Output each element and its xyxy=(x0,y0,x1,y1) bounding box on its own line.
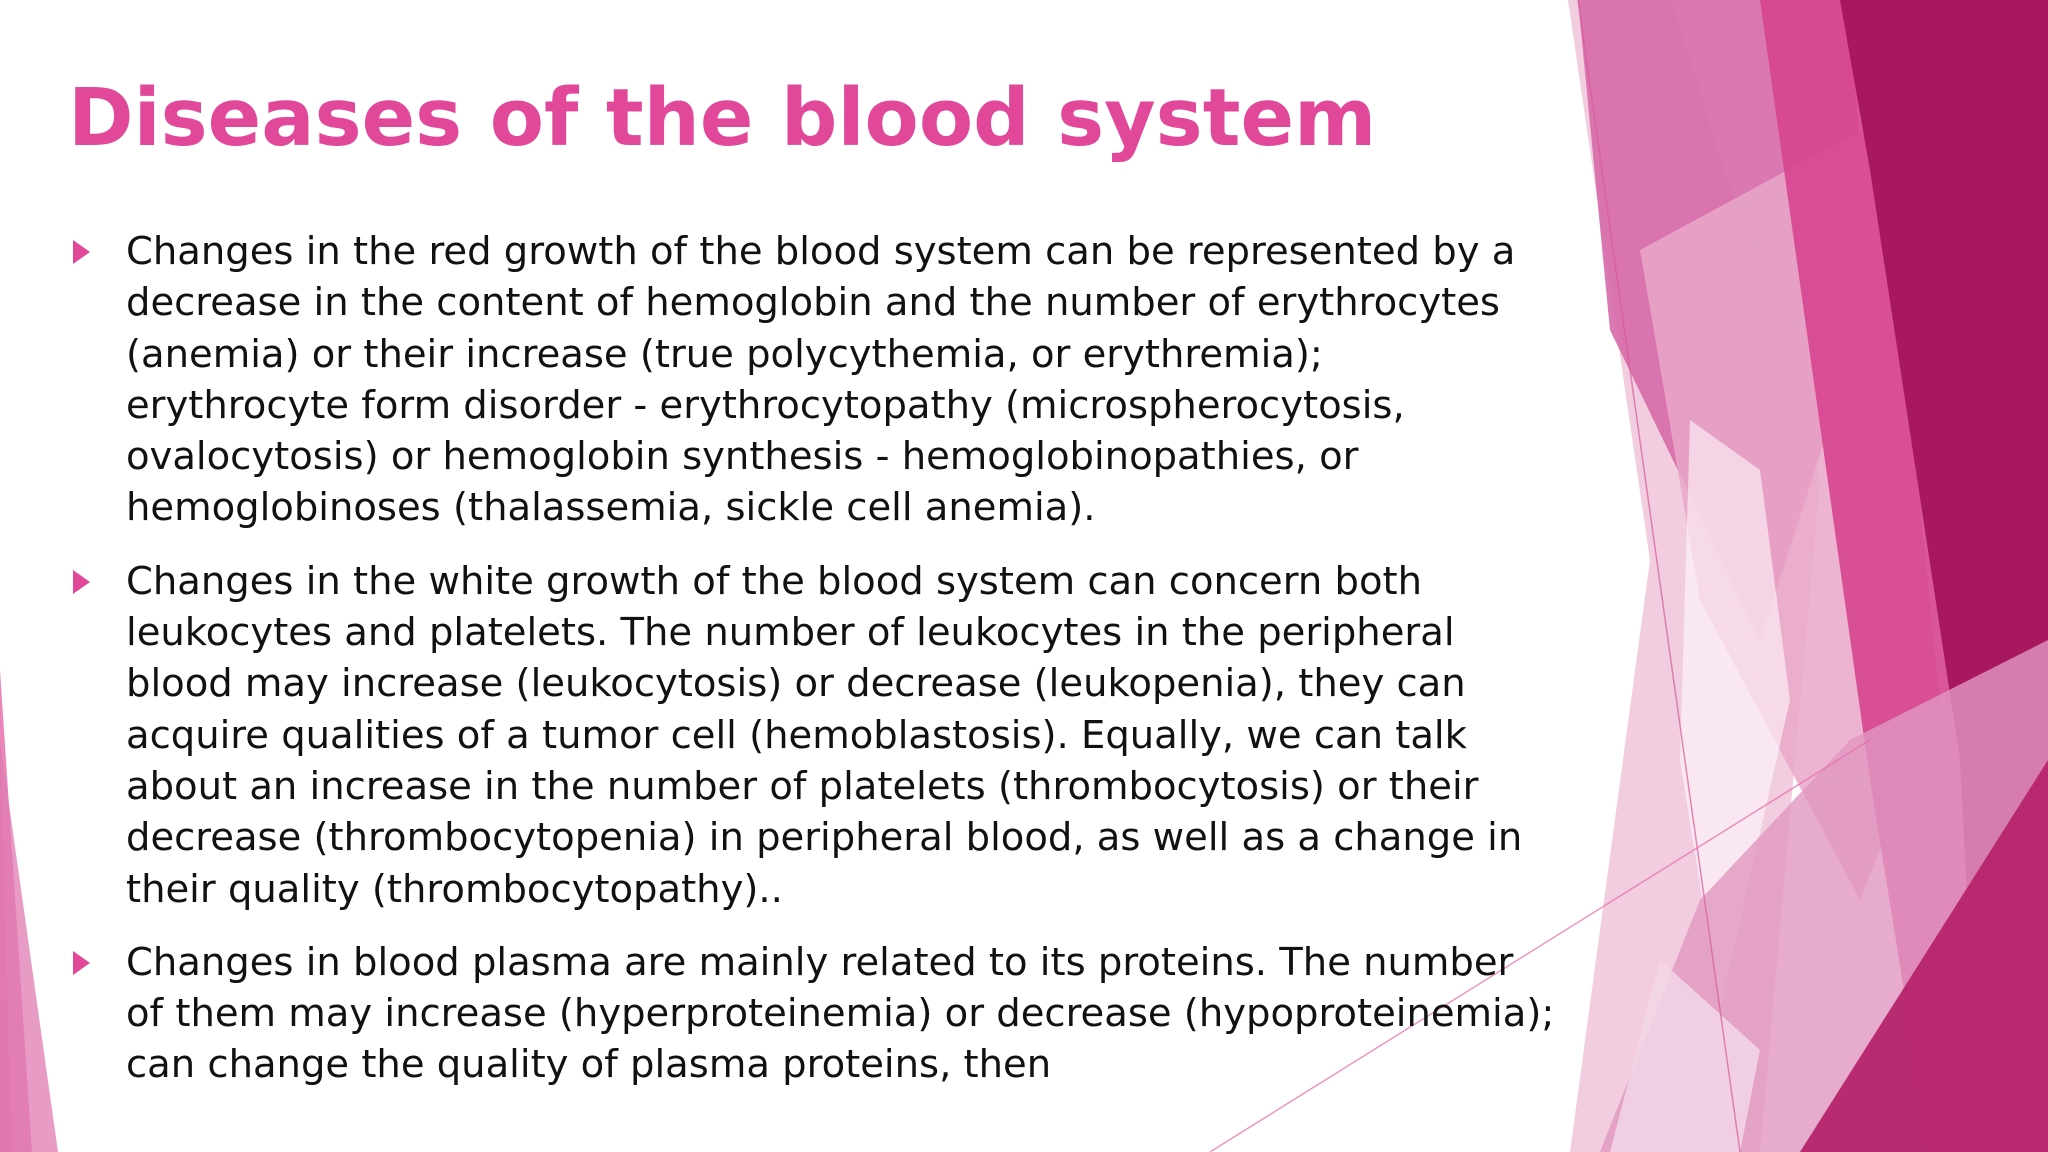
slide-title: Diseases of the blood system xyxy=(68,72,1377,164)
bullet-text: Changes in the red growth of the blood system can be represented by a decrease in the content of hemoglobin and the number of erythrocytes (anemia) or their increase (true polycythemia, or erythremia); erythrocyte form disorder - erythrocytopathy (microspherocytosis, ovalocytosis) or hemoglobin synthesis - hemoglobinopathies, or hemoglobinoses (thalassemia, sickle cell anemia). xyxy=(126,229,1516,531)
bullet-item xyxy=(68,226,1558,534)
bullet-list xyxy=(68,226,1558,1113)
bullet-item xyxy=(68,556,1558,915)
triangle-bullet-icon xyxy=(73,570,90,594)
bullet-item xyxy=(68,937,1558,1091)
bullet-text: Changes in the white growth of the blood system can concern both leukocytes and platelets. The number of leukocytes in the peripheral blood may increase (leukocytosis) or decrease (leukopenia), they can acquire qualities of a tumor cell (hemoblastosis). Equally, we can talk about an increase in the number of platelets (thrombocytosis) or their decrease (thrombocytopenia) in peripheral blood, as well as a change in their quality (thrombocytopathy).. xyxy=(126,558,1523,912)
triangle-bullet-icon xyxy=(73,240,90,264)
triangle-bullet-icon xyxy=(73,951,90,975)
bullet-text: Changes in blood plasma are mainly related to its proteins. The number of them may increase (hyperproteinemia) or decrease (hypoproteinemia); can change the quality of plasma proteins, then xyxy=(126,939,1555,1088)
